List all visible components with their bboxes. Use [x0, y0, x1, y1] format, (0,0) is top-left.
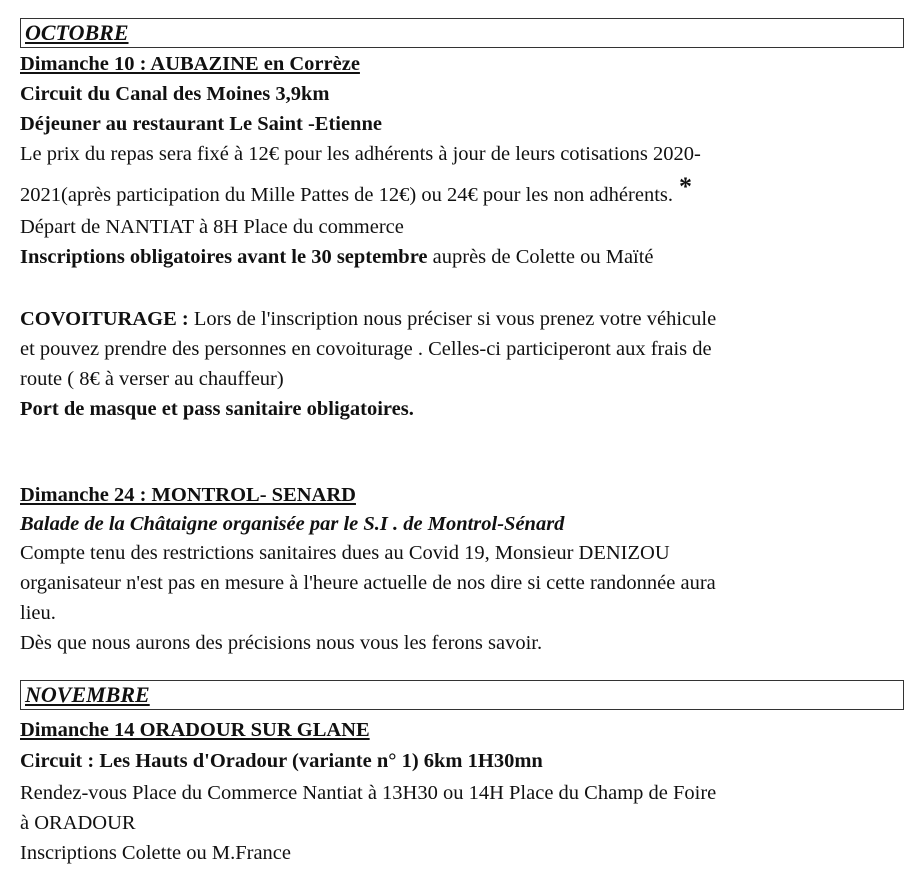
event-subtitle: Balade de la Châtaigne organisée par le S.I . de Montrol-Sénard	[20, 513, 565, 535]
event-circuit: Circuit : Les Hauts d'Oradour (variante n° 1) 6km 1H30mn	[20, 750, 543, 772]
event-heading-oradour: Dimanche 14 ORADOUR SUR GLANE	[20, 719, 370, 741]
event-price-line-1: Le prix du repas sera fixé à 12€ pour les adhérents à jour de leurs cotisations 2020-	[20, 143, 701, 165]
event-meet-line-2: à ORADOUR	[20, 812, 136, 834]
event-circuit: Circuit du Canal des Moines 3,9km	[20, 83, 330, 105]
event-heading-montrol: Dimanche 24 : MONTROL- SENARD	[20, 484, 356, 506]
event-price-line-2	[20, 172, 693, 208]
carpool-line-2: et pouvez prendre des personnes en covoiturage . Celles-ci participeront aux frais de	[20, 338, 712, 360]
price-text: 2021(après participation du Mille Pattes de 12€) ou 24€ pour les non adhérents.	[20, 184, 674, 206]
asterisk-icon: *	[679, 172, 693, 201]
month-title: OCTOBRE	[25, 20, 129, 45]
event-registration: Inscriptions Colette ou M.France	[20, 842, 292, 864]
carpool-line-3: route ( 8€ à verser au chauffeur)	[20, 368, 284, 390]
mask-notice: Port de masque et pass sanitaire obligatoires.	[20, 398, 414, 420]
event-body-line-2: organisateur n'est pas en mesure à l'heure actuelle de nos dire si cette randonnée aura	[20, 572, 716, 594]
registration-contact: auprès de Colette ou Maïté	[427, 246, 654, 268]
event-heading-aubazine: Dimanche 10 : AUBAZINE en Corrèze	[20, 53, 360, 75]
carpool-line-1	[20, 307, 716, 332]
event-body-line-3: lieu.	[20, 602, 56, 624]
month-header-novembre	[20, 680, 904, 710]
event-body-line-4: Dès que nous aurons des précisions nous vous les ferons savoir.	[20, 632, 543, 654]
month-title: NOVEMBRE	[25, 682, 150, 707]
event-lunch: Déjeuner au restaurant Le Saint -Etienne	[20, 113, 382, 135]
carpool-label: COVOITURAGE :	[20, 308, 189, 330]
event-body-line-1: Compte tenu des restrictions sanitaires dues au Covid 19, Monsieur DENIZOU	[20, 542, 670, 564]
carpool-text: Lors de l'inscription nous préciser si vous prenez votre véhicule	[188, 308, 717, 330]
event-registration	[20, 245, 654, 270]
registration-deadline: Inscriptions obligatoires avant le 30 septembre	[20, 246, 428, 268]
month-header-octobre	[20, 18, 904, 48]
event-departure: Départ de NANTIAT à 8H Place du commerce	[20, 216, 404, 238]
event-meet-line-1: Rendez-vous Place du Commerce Nantiat à 13H30 ou 14H Place du Champ de Foire	[20, 782, 717, 804]
